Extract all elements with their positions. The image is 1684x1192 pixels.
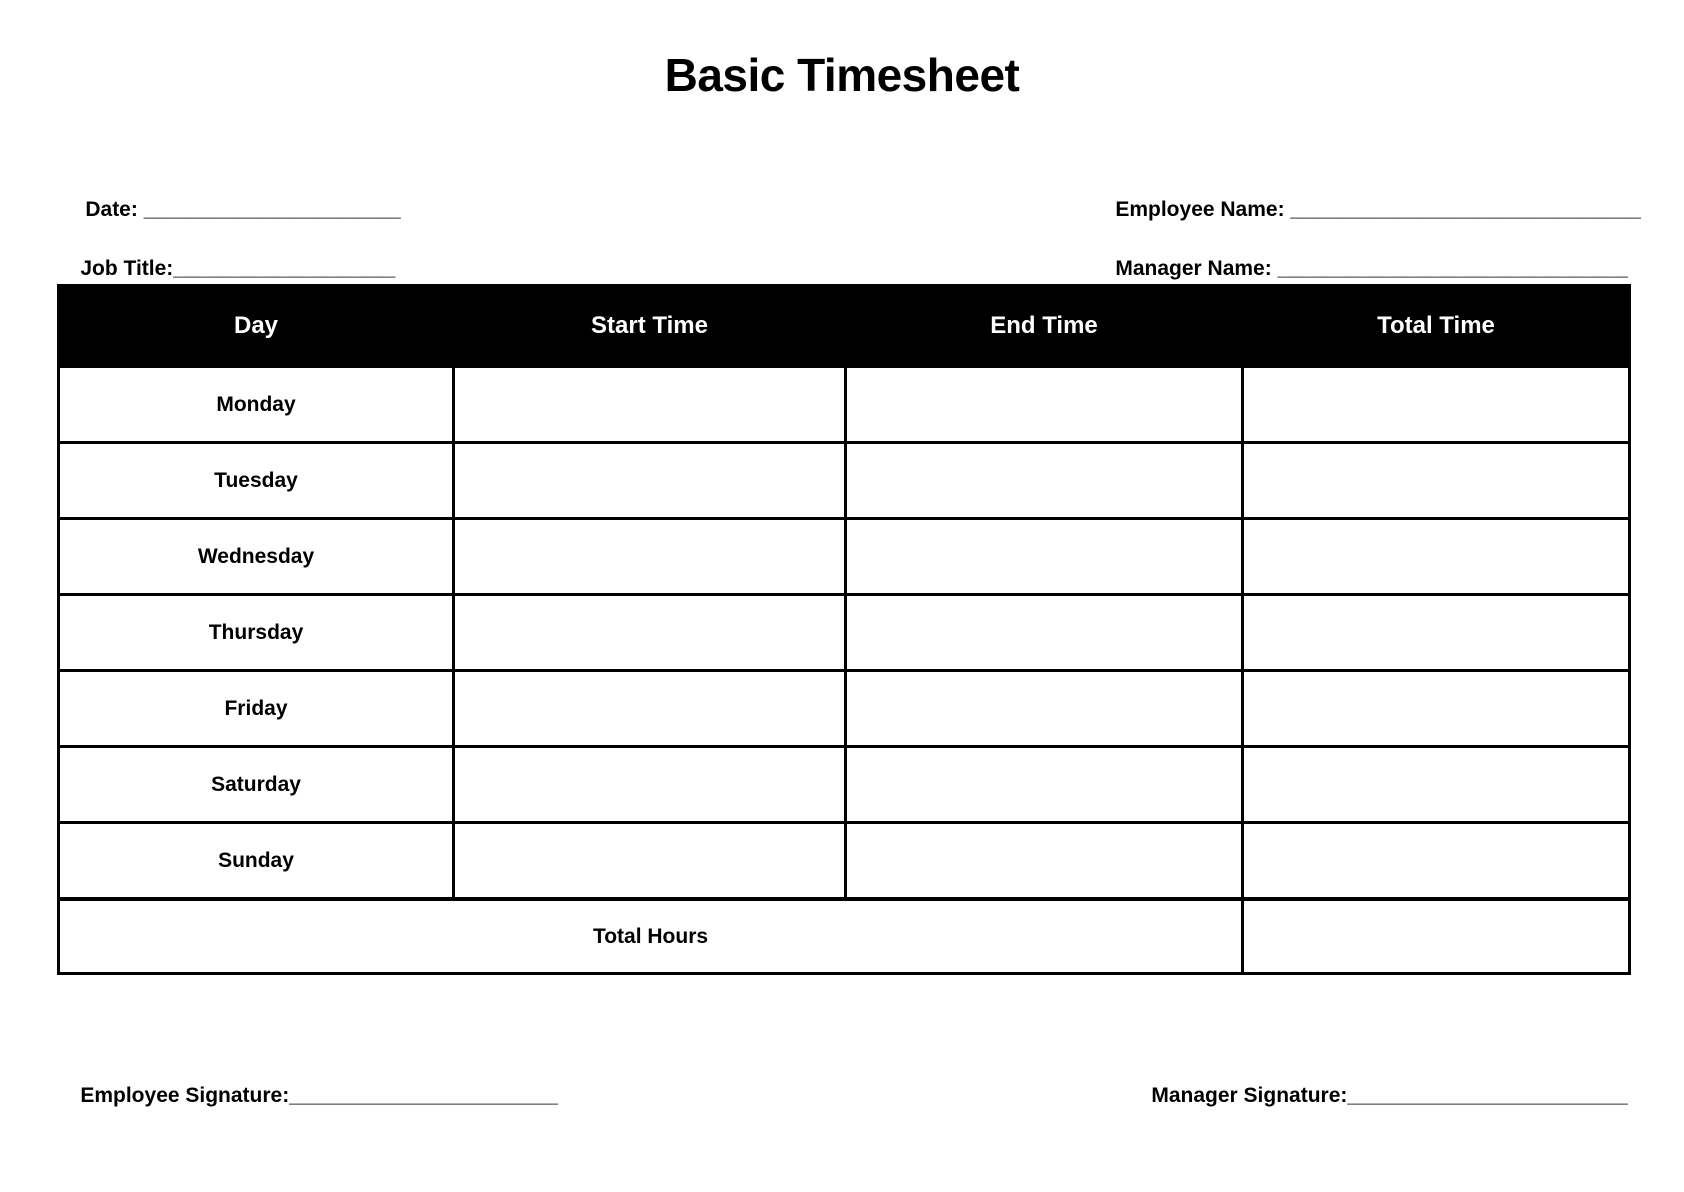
manager-signature-field [1128,1060,1628,1132]
day-label: Friday [59,671,454,747]
total-hours-row [59,899,1630,974]
header-end-time: End Time [846,286,1243,367]
table-row-monday [59,367,1630,443]
end-time-cell[interactable] [846,595,1243,671]
employee-name-blank-line[interactable]: ______________________________ [1290,198,1641,221]
header-total-time: Total Time [1243,286,1630,367]
end-time-cell[interactable] [846,443,1243,519]
table-header-row [59,286,1630,367]
total-time-cell[interactable] [1243,443,1630,519]
start-time-cell[interactable] [454,671,846,747]
table-row-saturday [59,747,1630,823]
header-start-time: Start Time [454,286,846,367]
table-row-tuesday [59,443,1630,519]
date-label: Date: [85,198,144,221]
total-time-cell[interactable] [1243,519,1630,595]
total-time-cell[interactable] [1243,367,1630,443]
total-time-cell[interactable] [1243,671,1630,747]
day-label: Tuesday [59,443,454,519]
table-row-friday [59,671,1630,747]
end-time-cell[interactable] [846,747,1243,823]
manager-name-label: Manager Name: [1115,257,1278,280]
job-title-label: Job Title: [80,257,174,280]
employee-name-label: Employee Name: [1115,198,1291,221]
total-time-cell[interactable] [1243,823,1630,900]
total-time-cell[interactable] [1243,747,1630,823]
table-row-wednesday [59,519,1630,595]
start-time-cell[interactable] [454,747,846,823]
day-label: Monday [59,367,454,443]
employee-signature-field [57,1060,558,1132]
total-hours-value-cell[interactable] [1243,899,1630,974]
total-hours-label: Total Hours [59,899,1243,974]
table-row-thursday [59,595,1630,671]
start-time-cell[interactable] [454,443,846,519]
total-time-cell[interactable] [1243,595,1630,671]
date-blank-line[interactable]: ______________________ [143,198,401,221]
end-time-cell[interactable] [846,519,1243,595]
day-label: Wednesday [59,519,454,595]
employee-signature-blank-line[interactable]: _______________________ [289,1084,558,1107]
header-day: Day [59,286,454,367]
table-row-sunday [59,823,1630,900]
start-time-cell[interactable] [454,367,846,443]
end-time-cell[interactable] [846,671,1243,747]
job-title-blank-line[interactable]: ___________________ [173,257,396,280]
start-time-cell[interactable] [454,595,846,671]
day-label: Thursday [59,595,454,671]
end-time-cell[interactable] [846,823,1243,900]
manager-signature-label: Manager Signature: [1151,1084,1348,1107]
start-time-cell[interactable] [454,823,846,900]
timesheet-table [57,284,1631,975]
manager-signature-blank-line[interactable]: ________________________ [1347,1084,1628,1107]
employee-signature-label: Employee Signature: [80,1084,290,1107]
manager-name-blank-line[interactable]: ______________________________ [1277,257,1628,280]
end-time-cell[interactable] [846,367,1243,443]
start-time-cell[interactable] [454,519,846,595]
page-title: Basic Timesheet [664,49,1020,101]
day-label: Saturday [59,747,454,823]
day-label: Sunday [59,823,454,900]
